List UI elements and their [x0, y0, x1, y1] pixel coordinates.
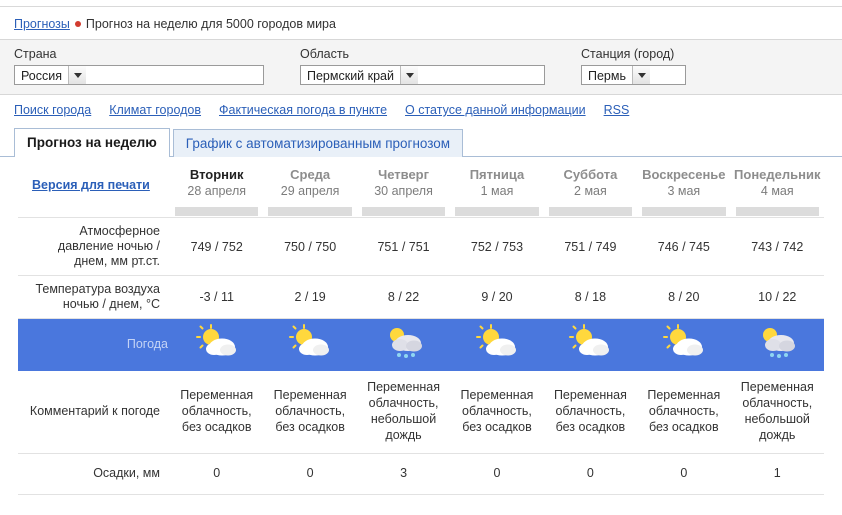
divider-spacer [18, 206, 170, 218]
day-name: Воскресенье [642, 167, 726, 182]
link-actual-weather[interactable]: Фактическая погода в пункте [219, 103, 388, 117]
comment-row [18, 371, 824, 454]
forecast-table-wrap [0, 157, 842, 495]
country-select[interactable] [14, 65, 264, 85]
temperature-value: 9 / 20 [450, 276, 543, 319]
comment-label: Комментарий к погоде [18, 371, 170, 454]
sun-cloud-icon [474, 323, 520, 363]
chevron-down-icon[interactable] [68, 66, 86, 84]
temperature-value: -3 / 11 [170, 276, 263, 319]
day-name: Пятница [469, 167, 525, 182]
sun-cloud-icon [194, 323, 240, 363]
day-name: Среда [290, 167, 331, 182]
comment-value: Переменная облачность, без осадков [263, 371, 356, 454]
day-date: 28 апреля [187, 184, 247, 198]
day-name: Четверг [378, 167, 430, 182]
divider-bar [731, 206, 824, 218]
divider-bar [544, 206, 637, 218]
day-date: 3 мая [667, 184, 701, 198]
precipitation-value: 0 [450, 453, 543, 494]
bullet-icon [75, 21, 81, 27]
breadcrumb-link-forecasts[interactable]: Прогнозы [14, 17, 70, 31]
weather-cell-1 [263, 319, 356, 371]
day-date: 29 апреля [280, 184, 340, 198]
comment-value: Переменная облачность, без осадков [450, 371, 543, 454]
day-header-2 [357, 157, 450, 206]
tab-weekly-forecast[interactable]: Прогноз на неделю [14, 128, 170, 157]
divider-bar [450, 206, 543, 218]
weather-label: Погода [18, 319, 170, 371]
temperature-value: 8 / 20 [637, 276, 730, 319]
sun-cloud-icon [287, 323, 333, 363]
pressure-value: 751 / 749 [544, 218, 637, 276]
precipitation-row [18, 453, 824, 494]
day-date: 30 апреля [374, 184, 433, 198]
day-date: 1 мая [480, 184, 514, 198]
temperature-value: 8 / 22 [357, 276, 450, 319]
selector-panel [0, 39, 842, 95]
day-header-5 [637, 157, 730, 206]
breadcrumb-text: Прогноз на неделю для 5000 городов мира [85, 17, 336, 31]
region-label: Область [300, 47, 350, 61]
divider-bar [637, 206, 730, 218]
comment-value: Переменная облачность, без осадков [170, 371, 263, 454]
chevron-down-icon[interactable] [632, 66, 650, 84]
day-header-1 [263, 157, 356, 206]
pressure-value: 750 / 750 [263, 218, 356, 276]
tab-automated-graph[interactable]: График с автоматизированным прогнозом [173, 129, 463, 157]
weather-icon-row [18, 319, 824, 371]
breadcrumb [0, 7, 842, 39]
station-label: Станция (город) [581, 47, 675, 61]
divider-bar [357, 206, 450, 218]
secondary-links [0, 95, 842, 123]
weather-cell-2 [357, 319, 450, 371]
day-name: Понедельник [734, 167, 821, 182]
temperature-value: 2 / 19 [263, 276, 356, 319]
day-header-4 [544, 157, 637, 206]
sun-cloud-icon [661, 323, 707, 363]
chevron-down-icon[interactable] [400, 66, 418, 84]
link-rss[interactable]: RSS [603, 103, 630, 117]
pressure-value: 746 / 745 [637, 218, 730, 276]
temperature-value: 8 / 18 [544, 276, 637, 319]
link-status-info[interactable]: О статусе данной информации [405, 103, 586, 117]
country-value: Россия [21, 69, 62, 83]
precipitation-value: 0 [263, 453, 356, 494]
weather-cell-5 [637, 319, 730, 371]
temperature-row [18, 276, 824, 319]
precipitation-value: 0 [637, 453, 730, 494]
divider-bar [170, 206, 263, 218]
comment-value: Переменная облачность, небольшой дождь [357, 371, 450, 454]
pressure-value: 743 / 742 [731, 218, 824, 276]
precipitation-label: Осадки, мм [18, 453, 170, 494]
region-select[interactable] [300, 65, 545, 85]
print-version-link[interactable]: Версия для печати [32, 177, 150, 192]
sun-cloud-rain-icon [381, 323, 427, 363]
weather-cell-6 [731, 319, 824, 371]
print-version-cell [18, 157, 170, 206]
station-value: Пермь [588, 69, 626, 83]
forecast-table [18, 157, 824, 495]
region-value: Пермский край [307, 69, 394, 83]
day-date: 2 мая [574, 184, 607, 198]
link-city-climate[interactable]: Климат городов [109, 103, 202, 117]
temperature-value: 10 / 22 [731, 276, 824, 319]
pressure-value: 752 / 753 [450, 218, 543, 276]
day-date: 4 мая [760, 184, 794, 198]
comment-value: Переменная облачность, небольшой дождь [731, 371, 824, 454]
divider-bar [263, 206, 356, 218]
day-header-3 [450, 157, 543, 206]
sun-cloud-icon [567, 323, 613, 363]
sun-cloud-rain-icon [754, 323, 800, 363]
pressure-value: 751 / 751 [357, 218, 450, 276]
divider-row [18, 206, 824, 218]
day-name: Суббота [563, 167, 618, 182]
tab-bar [0, 123, 842, 157]
comment-value: Переменная облачность, без осадков [544, 371, 637, 454]
table-header-row [18, 157, 824, 206]
precipitation-value: 0 [170, 453, 263, 494]
weather-cell-0 [170, 319, 263, 371]
pressure-label: Атмосферное давление ночью / днем, мм рт.ст. [18, 218, 170, 276]
station-select[interactable] [581, 65, 686, 85]
weather-cell-4 [544, 319, 637, 371]
precipitation-value: 1 [731, 453, 824, 494]
precipitation-value: 0 [544, 453, 637, 494]
temperature-label: Температура воздуха ночью / днем, °C [18, 276, 170, 319]
station-selector-group [581, 47, 686, 85]
region-selector-group [300, 47, 545, 85]
day-header-6 [731, 157, 824, 206]
pressure-row [18, 218, 824, 276]
precipitation-value: 3 [357, 453, 450, 494]
link-city-search[interactable]: Поиск города [14, 103, 92, 117]
day-header-0 [170, 157, 263, 206]
country-selector-group [14, 47, 264, 85]
comment-value: Переменная облачность, без осадков [637, 371, 730, 454]
country-label: Страна [14, 47, 57, 61]
pressure-value: 749 / 752 [170, 218, 263, 276]
day-name: Вторник [189, 167, 244, 182]
top-bar [0, 0, 842, 7]
weather-cell-3 [450, 319, 543, 371]
